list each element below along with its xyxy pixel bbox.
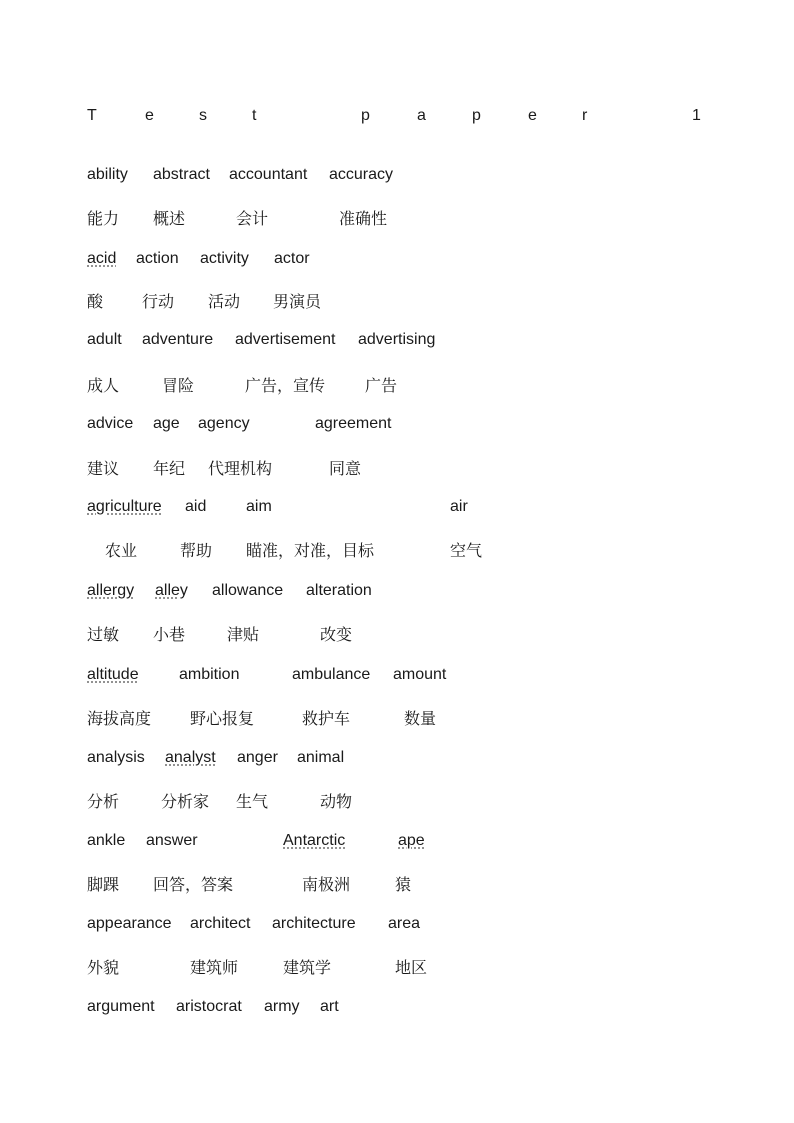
chinese-meaning: 年纪: [153, 459, 186, 478]
english-word: ape: [398, 832, 425, 849]
english-word: aim: [246, 498, 272, 515]
title-letter: p: [472, 107, 481, 124]
title-letter: e: [528, 107, 537, 124]
title-letter: a: [417, 107, 426, 124]
english-word: answer: [146, 832, 198, 849]
english-word: appearance: [87, 915, 172, 932]
title-letter: e: [145, 107, 154, 124]
chinese-meaning: 概述: [153, 209, 186, 228]
chinese-meaning: 改变: [320, 625, 353, 644]
chinese-meaning: 成人: [87, 376, 120, 395]
chinese-meaning: 津贴: [227, 625, 260, 644]
english-word: area: [388, 915, 421, 932]
english-word: anger: [237, 749, 278, 766]
english-word: art: [320, 998, 339, 1015]
title-letter: r: [582, 107, 588, 124]
chinese-meaning: 空气: [450, 541, 483, 560]
english-word: alley: [155, 582, 188, 599]
chinese-meaning: 同意: [329, 459, 362, 478]
english-word: aid: [185, 498, 207, 515]
chinese-meaning: 瞄准，对准，目标: [246, 541, 375, 560]
chinese-meaning: 生气: [236, 792, 269, 811]
chinese-meaning: 过敏: [87, 625, 120, 644]
chinese-meaning: 行动: [142, 292, 175, 311]
english-word: adult: [87, 331, 122, 348]
chinese-meaning: 动物: [320, 792, 353, 811]
english-word: animal: [297, 749, 345, 766]
chinese-meaning: 小巷: [153, 625, 186, 644]
english-word: ambition: [179, 666, 240, 683]
english-word: advertisement: [235, 331, 336, 348]
chinese-meaning: 建筑师: [190, 958, 239, 977]
title-letter: s: [199, 107, 207, 124]
english-word: agriculture: [87, 498, 162, 515]
english-word: amount: [393, 666, 447, 683]
chinese-meaning: 代理机构: [208, 459, 273, 478]
chinese-meaning: 脚踝: [87, 875, 120, 894]
english-word: agreement: [315, 415, 392, 432]
title-letter: 1: [692, 107, 701, 124]
english-word: allergy: [87, 582, 135, 599]
title-letter: t: [252, 107, 257, 124]
english-word: activity: [200, 250, 249, 267]
english-word: age: [153, 415, 180, 432]
chinese-meaning: 活动: [208, 292, 241, 311]
title-letter: T: [87, 107, 97, 124]
english-word: architect: [190, 915, 251, 932]
chinese-meaning: 地区: [395, 958, 428, 977]
chinese-meaning: 分析: [87, 792, 120, 811]
english-word: accountant: [229, 166, 308, 183]
english-word: accuracy: [329, 166, 394, 183]
english-word: ambulance: [292, 666, 371, 683]
english-word: architecture: [272, 915, 356, 932]
chinese-meaning: 会计: [236, 209, 269, 228]
english-word: alteration: [306, 582, 372, 599]
chinese-meaning: 南极洲: [302, 875, 351, 894]
chinese-meaning: 酸: [87, 292, 104, 311]
chinese-meaning: 海拔高度: [87, 709, 152, 728]
chinese-meaning: 男演员: [273, 292, 322, 311]
english-word: advice: [87, 415, 134, 432]
chinese-meaning: 农业: [105, 541, 138, 560]
chinese-meaning: 冒险: [162, 376, 195, 395]
chinese-meaning: 建议: [87, 459, 120, 478]
english-word: ability: [87, 166, 128, 183]
chinese-meaning: 分析家: [161, 792, 210, 811]
english-word: abstract: [153, 166, 210, 183]
english-word: altitude: [87, 666, 139, 683]
english-word: acid: [87, 250, 117, 267]
chinese-meaning: 救护车: [302, 709, 351, 728]
english-word: agency: [198, 415, 250, 432]
english-word: Antarctic: [283, 832, 346, 849]
english-word: actor: [274, 250, 310, 267]
english-word: aristocrat: [176, 998, 242, 1015]
english-word: air: [450, 498, 468, 515]
english-word: ankle: [87, 832, 126, 849]
title-letter: p: [361, 107, 370, 124]
english-word: analysis: [87, 749, 145, 766]
chinese-meaning: 数量: [404, 709, 437, 728]
english-word: allowance: [212, 582, 284, 599]
chinese-meaning: 广告，宣传: [245, 376, 326, 395]
chinese-meaning: 外貌: [87, 958, 120, 977]
english-word: argument: [87, 998, 155, 1015]
chinese-meaning: 准确性: [339, 209, 388, 228]
chinese-meaning: 野心报复: [190, 709, 255, 728]
english-word: analyst: [165, 749, 216, 766]
english-word: army: [264, 998, 300, 1015]
chinese-meaning: 能力: [87, 209, 120, 228]
english-word: adventure: [142, 331, 214, 348]
chinese-meaning: 广告: [365, 376, 398, 395]
chinese-meaning: 建筑学: [283, 958, 332, 977]
chinese-meaning: 回答，答案: [153, 875, 234, 894]
chinese-meaning: 帮助: [180, 541, 213, 560]
chinese-meaning: 猿: [395, 875, 412, 894]
english-word: action: [136, 250, 179, 267]
english-word: advertising: [358, 331, 436, 348]
